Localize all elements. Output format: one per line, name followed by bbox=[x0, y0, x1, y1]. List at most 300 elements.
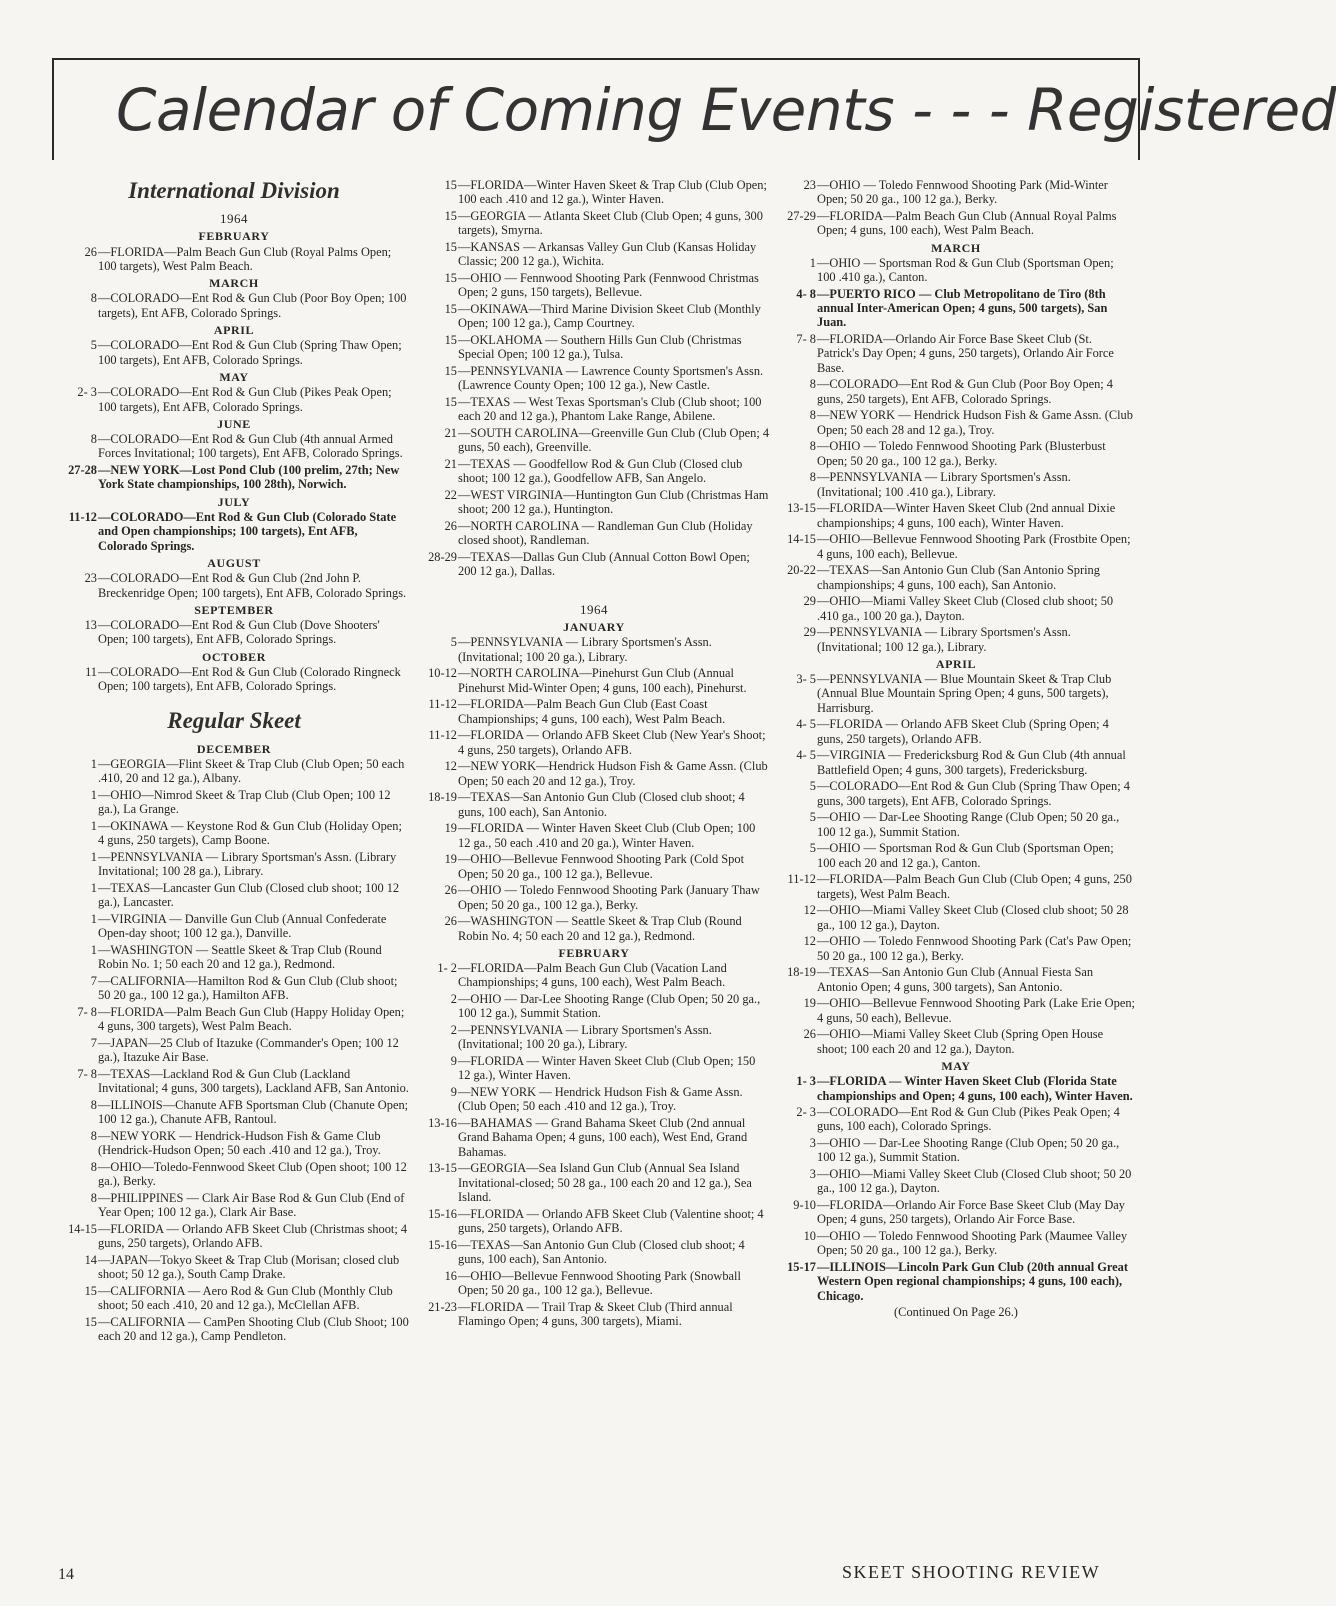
event-date: 18-19 bbox=[428, 790, 457, 805]
event-date: 2 bbox=[450, 1023, 457, 1038]
column-3 bbox=[777, 178, 1135, 1320]
event-text: —OKINAWA—Third Marine Division Skeet Club (Monthly Open; 100 12 ga.), Camp Courtney. bbox=[458, 301, 761, 331]
event-entry bbox=[58, 618, 410, 647]
event-date: 8 bbox=[809, 470, 816, 485]
event-entry bbox=[58, 432, 410, 461]
month-heading: MAY bbox=[219, 369, 249, 384]
event-text: —PENNSYLVANIA — Library Sportsmen's Assn. (Invitational; 100 20 ga.), Library. bbox=[458, 1023, 712, 1052]
event-text: —FLORIDA — Winter Haven Skeet Club (Club Open; 100 12 ga., 50 each .410 and 20 ga.), Winter Haven. bbox=[458, 821, 756, 850]
event-date: 15 bbox=[444, 301, 457, 316]
event-entry bbox=[777, 470, 1135, 499]
event-date: 8 bbox=[809, 408, 816, 423]
event-text: —TEXAS—San Antonio Gun Club (Closed club shoot; 4 guns, 100 each), San Antonio. bbox=[458, 790, 745, 819]
event-entry bbox=[777, 377, 1135, 406]
event-entry bbox=[418, 271, 770, 300]
event-entry bbox=[418, 790, 770, 819]
event-entry bbox=[58, 819, 410, 848]
event-entry bbox=[418, 666, 770, 695]
event-date: 8 bbox=[809, 439, 816, 454]
event-date: 4- 5 bbox=[796, 748, 816, 763]
event-date: 21-23 bbox=[428, 1299, 457, 1314]
event-text: —OHIO — Dar-Lee Shooting Range (Club Open; 50 20 ga., 100 12 ga.), Summit Station. bbox=[817, 810, 1120, 839]
event-entry bbox=[58, 850, 410, 879]
event-entry bbox=[58, 571, 410, 600]
event-date: 13-15 bbox=[428, 1161, 457, 1176]
event-text: —COLORADO—Ent Rod & Gun Club (Pikes Peak Open; 4 guns, 100 each), Colorado Springs. bbox=[817, 1105, 1120, 1134]
event-date: 5 bbox=[809, 841, 816, 856]
event-date: 12 bbox=[444, 759, 457, 774]
event-text: —PUERTO RICO — Club Metropolitano de Tiro (8th annual Inter-American Open; 4 guns, 500 targets), San Juan. bbox=[817, 286, 1108, 330]
column-2 bbox=[418, 178, 770, 1331]
event-text: —FLORIDA — Winter Haven Skeet Club (Club Open; 150 12 ga.), Winter Haven. bbox=[458, 1054, 756, 1083]
event-entry bbox=[418, 1054, 770, 1083]
event-text: —SOUTH CAROLINA—Greenville Gun Club (Club Open; 4 guns, 50 each), Greenville. bbox=[458, 425, 770, 455]
event-text: —PENNSYLVANIA — Lawrence County Sportsmen's Assn. (Lawrence County Open; 100 12 ga.), New Castle. bbox=[458, 363, 764, 393]
event-entry bbox=[418, 1161, 770, 1204]
event-date: 1 bbox=[809, 255, 816, 270]
event-date: 8 bbox=[90, 1159, 97, 1174]
event-entry bbox=[418, 883, 770, 912]
event-date: 13-15 bbox=[787, 501, 816, 516]
event-entry bbox=[58, 1191, 410, 1220]
event-entry bbox=[418, 550, 770, 579]
event-date: 7- 8 bbox=[77, 1066, 97, 1081]
event-date: 9 bbox=[450, 1085, 457, 1100]
event-entry bbox=[418, 635, 770, 664]
month-heading: JANUARY bbox=[563, 620, 625, 635]
event-date: 11-12 bbox=[787, 872, 816, 887]
event-entry bbox=[58, 1036, 410, 1065]
event-date: 8 bbox=[90, 1128, 97, 1143]
event-date: 15 bbox=[444, 332, 457, 347]
event-text: —OHIO — Sportsman Rod & Gun Club (Sportsman Open; 100 .410 ga.), Canton. bbox=[817, 255, 1114, 285]
event-date: 15-16 bbox=[428, 1206, 457, 1221]
event-date: 26 bbox=[84, 244, 97, 259]
event-entry bbox=[418, 519, 770, 548]
event-date: 27-28 bbox=[68, 463, 97, 478]
event-text: —FLORIDA — Orlando AFB Skeet Club (Valentine shoot; 4 guns, 250 targets), Orlando AFB. bbox=[458, 1206, 764, 1235]
event-entry bbox=[777, 672, 1135, 715]
event-entry bbox=[58, 1315, 410, 1344]
event-date: 15 bbox=[84, 1283, 97, 1298]
year-heading: 1964 bbox=[580, 601, 608, 617]
event-entry bbox=[777, 1167, 1135, 1196]
event-entry bbox=[777, 594, 1135, 623]
event-entry bbox=[418, 333, 770, 362]
event-text: —OHIO — Fennwood Shooting Park (Fennwood Christmas Open; 2 guns, 150 targets), Bellevue. bbox=[458, 270, 759, 300]
page-title: Calendar of Coming Events - - - Registered bbox=[116, 76, 1336, 144]
event-text: —OHIO—Bellevue Fennwood Shooting Park (Frostbite Open; 4 guns, 100 each), Bellevue. bbox=[817, 532, 1131, 561]
event-text: —FLORIDA—Winter Haven Skeet Club (2nd annual Dixie championships; 4 guns, 100 each), Winter Haven. bbox=[817, 501, 1116, 530]
event-entry bbox=[418, 395, 770, 424]
event-text: —ILLINOIS—Chanute AFB Sportsman Club (Chanute Open; 100 12 ga.), Chanute AFB, Rantoul. bbox=[98, 1097, 409, 1127]
event-text: —TEXAS—Lackland Rod & Gun Club (Lackland Invitational; 4 guns, 300 targets), Lackland AFB, San Antonio. bbox=[98, 1066, 409, 1096]
event-entry bbox=[58, 788, 410, 817]
event-entry bbox=[777, 903, 1135, 932]
title-banner bbox=[52, 58, 1336, 160]
event-entry bbox=[418, 914, 770, 943]
event-entry bbox=[418, 821, 770, 850]
event-entry bbox=[777, 934, 1135, 963]
event-text: —FLORIDA—Palm Beach Gun Club (Happy Holiday Open; 4 guns, 300 targets), West Palm Beach. bbox=[98, 1004, 405, 1034]
event-text: —OHIO — Toledo Fennwood Shooting Park (Mid-Winter Open; 50 20 ga., 100 12 ga.), Berky. bbox=[817, 178, 1108, 207]
event-date: 5 bbox=[809, 810, 816, 825]
event-date: 29 bbox=[803, 625, 816, 640]
event-entry bbox=[777, 287, 1135, 330]
event-entry bbox=[418, 488, 770, 517]
event-text: —TEXAS—Lancaster Gun Club (Closed club shoot; 100 12 ga.), Lancaster. bbox=[98, 880, 400, 910]
event-entry bbox=[58, 463, 410, 492]
event-date: 14-15 bbox=[68, 1221, 97, 1236]
event-date: 13 bbox=[84, 618, 97, 633]
month-heading: JULY bbox=[217, 494, 251, 509]
event-date: 1 bbox=[90, 787, 97, 802]
event-text: —OHIO — Toledo Fennwood Shooting Park (Cat's Paw Open; 50 20 ga., 100 12 ga.), Berky. bbox=[817, 934, 1132, 963]
event-date: 15 bbox=[444, 363, 457, 378]
event-date: 15 bbox=[444, 239, 457, 254]
event-date: 3- 5 bbox=[796, 672, 816, 687]
event-entry bbox=[777, 209, 1135, 238]
event-text: —COLORADO—Ent Rod & Gun Club (Colorado State and Open championships; 100 targets), Ent AFB, Colorado Springs. bbox=[98, 510, 397, 553]
event-text: —NEW YORK—Lost Pond Club (100 prelim, 27th; New York State championships, 100 28th), Norwich. bbox=[98, 463, 400, 492]
event-entry bbox=[418, 364, 770, 393]
event-text: —NORTH CAROLINA—Pinehurst Gun Club (Annual Pinehurst Mid-Winter Open; 4 guns, 100 each), Pinehurst. bbox=[458, 666, 747, 695]
event-entry bbox=[777, 810, 1135, 839]
event-entry bbox=[777, 256, 1135, 285]
event-entry bbox=[777, 965, 1135, 994]
event-text: —WEST VIRGINIA—Huntington Gun Club (Christmas Ham shoot; 200 12 ga.), Huntington. bbox=[458, 487, 769, 517]
section-title-international: International Division bbox=[128, 178, 340, 203]
event-entry bbox=[418, 992, 770, 1021]
event-text: —COLORADO—Ent Rod & Gun Club (Spring Thaw Open; 100 targets), Ent AFB, Colorado Springs. bbox=[98, 338, 402, 367]
page-number: 14 bbox=[58, 1566, 74, 1583]
event-text: —OHIO—Toledo-Fennwood Skeet Club (Open shoot; 100 12 ga.), Berky. bbox=[98, 1159, 407, 1188]
event-text: —PHILIPPINES — Clark Air Base Rod & Gun Club (End of Year Open; 100 12 ga.), Clark Air Base. bbox=[98, 1190, 405, 1219]
event-entry bbox=[58, 245, 410, 274]
event-text: —OKLAHOMA — Southern Hills Gun Club (Christmas Special Open; 100 12 ga.), Tulsa. bbox=[458, 332, 742, 362]
event-date: 23 bbox=[84, 571, 97, 586]
event-date: 7- 8 bbox=[77, 1004, 97, 1019]
event-date: 8 bbox=[90, 1097, 97, 1112]
event-text: —CALIFORNIA — Aero Rod & Gun Club (Monthly Club shoot; 50 each .410, 20 and 12 ga.), McClellan AFB. bbox=[98, 1283, 393, 1312]
event-entry bbox=[58, 1098, 410, 1127]
event-date: 22 bbox=[444, 487, 457, 502]
event-date: 14 bbox=[84, 1252, 97, 1267]
event-entry bbox=[418, 1207, 770, 1236]
event-date: 11-12 bbox=[428, 697, 457, 712]
event-text: —PENNSYLVANIA — Blue Mountain Skeet & Trap Club (Annual Blue Mountain Spring Open; 4 guns, 500 targets), Harrisburg. bbox=[817, 672, 1112, 715]
event-date: 2 bbox=[450, 992, 457, 1007]
month-heading: FEBRUARY bbox=[558, 945, 630, 960]
event-date: 8 bbox=[809, 377, 816, 392]
event-date: 4- 8 bbox=[796, 286, 816, 301]
event-text: —FLORIDA—Palm Beach Gun Club (Club Open; 4 guns, 250 targets), West Palm Beach. bbox=[817, 872, 1132, 901]
event-text: —COLORADO—Ent Rod & Gun Club (Poor Boy Open; 100 targets), Ent AFB, Colorado Springs. bbox=[98, 291, 407, 320]
event-entry bbox=[58, 1067, 410, 1096]
event-text: —OHIO — Toledo Fennwood Shooting Park (Maumee Valley Open; 50 20 ga., 100 12 ga.), Berky. bbox=[817, 1229, 1128, 1258]
event-text: —OHIO—Miami Valley Skeet Club (Closed Club shoot; 50 20 ga., 100 12 ga.), Dayton. bbox=[817, 1167, 1132, 1196]
event-date: 7- 8 bbox=[796, 332, 816, 347]
event-text: —KANSAS — Arkansas Valley Gun Club (Kansas Holiday Classic; 200 12 ga.), Wichita. bbox=[458, 239, 757, 269]
month-heading: OCTOBER bbox=[202, 649, 266, 664]
month-heading: MARCH bbox=[209, 276, 259, 291]
event-entry bbox=[777, 779, 1135, 808]
event-text: —TEXAS—San Antonio Gun Club (Annual Fiesta San Antonio Open; 4 guns, 300 targets), San Antonio. bbox=[817, 965, 1094, 994]
event-text: —FLORIDA — Trail Trap & Skeet Club (Third annual Flamingo Open; 4 guns, 300 targets), Miami. bbox=[458, 1299, 733, 1328]
month-heading: AUGUST bbox=[207, 555, 261, 570]
event-text: —WASHINGTON — Seattle Skeet & Trap Club (Round Robin No. 1; 50 each 20 and 12 ga.), Redmond. bbox=[98, 942, 382, 972]
spacer bbox=[418, 581, 770, 599]
event-entry bbox=[58, 1222, 410, 1251]
event-date: 8 bbox=[90, 432, 97, 447]
event-date: 5 bbox=[90, 338, 97, 353]
event-entry bbox=[58, 1253, 410, 1282]
event-entry bbox=[418, 457, 770, 486]
event-entry bbox=[777, 717, 1135, 746]
event-text: —TEXAS—Dallas Gun Club (Annual Cotton Bowl Open; 200 12 ga.), Dallas. bbox=[458, 549, 750, 579]
event-entry bbox=[58, 912, 410, 941]
event-text: —FLORIDA—Palm Beach Gun Club (Annual Royal Palms Open; 4 guns, 100 each), West Palm Beach. bbox=[817, 208, 1117, 238]
event-date: 19 bbox=[803, 996, 816, 1011]
event-entry bbox=[418, 852, 770, 881]
event-entry bbox=[777, 1074, 1135, 1103]
event-entry bbox=[777, 841, 1135, 870]
event-date: 13-16 bbox=[428, 1116, 457, 1131]
event-text: —NEW YORK—Hendrick Hudson Fish & Game Assn. (Club Open; 50 each 20 and 12 ga.), Troy. bbox=[458, 759, 768, 788]
event-date: 12 bbox=[803, 934, 816, 949]
event-date: 21 bbox=[444, 456, 457, 471]
event-date: 19 bbox=[444, 852, 457, 867]
event-text: —FLORIDA — Orlando AFB Skeet Club (New Year's Shoot; 4 guns, 250 targets), Orlando AFB. bbox=[458, 728, 766, 757]
event-entry bbox=[777, 439, 1135, 468]
event-entry bbox=[418, 759, 770, 788]
event-date: 26 bbox=[444, 914, 457, 929]
event-date: 16 bbox=[444, 1268, 457, 1283]
event-date: 8 bbox=[90, 291, 97, 306]
continued-note: (Continued On Page 26.) bbox=[894, 1305, 1018, 1320]
event-text: —OHIO—Miami Valley Skeet Club (Spring Open House shoot; 100 each 20 and 12 ga.), Dayton. bbox=[817, 1027, 1104, 1056]
event-date: 1 bbox=[90, 849, 97, 864]
event-date: 1 bbox=[90, 880, 97, 895]
event-text: —OHIO — Dar-Lee Shooting Range (Club Open; 50 20 ga., 100 12 ga.), Summit Station. bbox=[458, 992, 761, 1021]
event-text: —NORTH CAROLINA — Randleman Gun Club (Holiday closed shoot), Randleman. bbox=[458, 518, 753, 548]
event-date: 11-12 bbox=[68, 510, 97, 525]
event-date: 1 bbox=[90, 756, 97, 771]
event-text: —FLORIDA—Palm Beach Gun Club (Royal Palms Open; 100 targets), West Palm Beach. bbox=[98, 244, 392, 273]
event-date: 2- 3 bbox=[796, 1105, 816, 1120]
event-text: —VIRGINIA — Fredericksburg Rod & Gun Club (4th annual Battlefield Open; 4 guns, 300 targets), Fredericksburg. bbox=[817, 748, 1126, 777]
event-entry bbox=[777, 501, 1135, 530]
publication-name: SKEET SHOOTING REVIEW bbox=[842, 1562, 1101, 1582]
month-heading: DECEMBER bbox=[196, 741, 272, 756]
event-entry bbox=[777, 872, 1135, 901]
event-text: —CALIFORNIA—Hamilton Rod & Gun Club (Club shoot; 50 20 ga., 100 12 ga.), Hamilton AFB. bbox=[98, 973, 398, 1003]
event-date: 3 bbox=[809, 1136, 816, 1151]
event-text: —COLORADO—Ent Rod & Gun Club (2nd John P. Breckenridge Open; 100 targets), Ent AFB, Colorado Springs. bbox=[98, 571, 407, 600]
event-date: 27-29 bbox=[787, 208, 816, 223]
event-text: —OHIO—Bellevue Fennwood Shooting Park (Lake Erie Open; 4 guns, 50 each), Bellevue. bbox=[817, 996, 1135, 1025]
event-entry bbox=[777, 332, 1135, 375]
event-date: 10 bbox=[803, 1229, 816, 1244]
month-heading: FEBRUARY bbox=[198, 229, 270, 244]
event-text: —VIRGINIA — Danville Gun Club (Annual Confederate Open-day shoot; 100 12 ga.), Danville. bbox=[98, 911, 387, 941]
event-date: 18-19 bbox=[787, 965, 816, 980]
event-entry bbox=[58, 943, 410, 972]
event-text: —FLORIDA—Orlando Air Force Base Skeet Club (St. Patrick's Day Open; 4 guns, 250 targets), Orlando Air Force Base. bbox=[817, 332, 1114, 375]
event-date: 3 bbox=[809, 1167, 816, 1182]
month-heading: SEPTEMBER bbox=[194, 602, 274, 617]
event-date: 1 bbox=[90, 942, 97, 957]
event-text: —GEORGIA—Sea Island Gun Club (Annual Sea Island Invitational-closed; 50 28 ga., 100 each 20 and 12 ga.), Sea Island. bbox=[458, 1161, 752, 1204]
event-text: —OHIO — Toledo Fennwood Shooting Park (Blusterbust Open; 50 20 ga., 100 12 ga.), Berky. bbox=[817, 439, 1106, 468]
event-entry bbox=[777, 563, 1135, 592]
event-entry bbox=[418, 178, 770, 207]
event-entry bbox=[777, 748, 1135, 777]
event-text: —GEORGIA—Flint Skeet & Trap Club (Club Open; 50 each .410, 20 and 12 ga.), Albany. bbox=[98, 756, 405, 786]
event-entry bbox=[418, 1269, 770, 1298]
event-date: 21 bbox=[444, 425, 457, 440]
event-text: —PENNSYLVANIA — Library Sportsman's Assn. (Library Invitational; 100 28 ga.), Library. bbox=[98, 849, 397, 879]
event-entry bbox=[418, 1085, 770, 1114]
event-text: —FLORIDA — Winter Haven Skeet Club (Florida State championships and Open; 4 guns, 100 each), Winter Haven. bbox=[817, 1074, 1133, 1103]
column-1 bbox=[58, 178, 410, 1346]
month-heading: APRIL bbox=[935, 656, 977, 671]
event-entry bbox=[58, 1005, 410, 1034]
event-text: —FLORIDA—Palm Beach Gun Club (East Coast Championships; 4 guns, 100 each), West Palm Beach. bbox=[458, 697, 726, 726]
event-entry bbox=[418, 728, 770, 757]
event-date: 2- 3 bbox=[77, 385, 97, 400]
event-entry bbox=[58, 881, 410, 910]
event-entry bbox=[777, 1105, 1135, 1134]
event-date: 9 bbox=[450, 1054, 457, 1069]
event-entry bbox=[777, 1027, 1135, 1056]
event-date: 15 bbox=[444, 394, 457, 409]
year-heading: 1964 bbox=[220, 211, 248, 226]
event-text: —TEXAS—San Antonio Gun Club (Closed club shoot; 4 guns, 100 each), San Antonio. bbox=[458, 1237, 745, 1266]
event-date: 23 bbox=[803, 178, 816, 192]
event-date: 7 bbox=[90, 973, 97, 988]
event-text: —ILLINOIS—Lincoln Park Gun Club (20th annual Great Western Open regional championships; 4 guns, 100 each), Chicago. bbox=[817, 1260, 1128, 1303]
event-text: —TEXAS — West Texas Sportsman's Club (Club shoot; 100 each 20 and 12 ga.), Phantom Lake Range, Abilene. bbox=[458, 394, 762, 424]
event-text: —TEXAS — Goodfellow Rod & Gun Club (Closed club shoot; 100 12 ga.), Goodfellow AFB, San Angelo. bbox=[458, 456, 743, 486]
event-text: —OHIO—Bellevue Fennwood Shooting Park (Cold Spot Open; 50 20 ga., 100 12 ga.), Bellevue. bbox=[458, 852, 745, 881]
event-entry bbox=[58, 974, 410, 1003]
event-date: 1- 3 bbox=[796, 1074, 816, 1089]
event-entry bbox=[777, 1260, 1135, 1303]
event-entry bbox=[777, 1198, 1135, 1227]
month-heading: MARCH bbox=[931, 240, 981, 255]
event-entry bbox=[58, 1284, 410, 1313]
month-heading: MAY bbox=[941, 1058, 971, 1073]
event-text: —NEW YORK — Hendrick Hudson Fish & Game Assn. (Club Open; 50 each 28 and 12 ga.), Troy. bbox=[817, 408, 1133, 437]
event-entry bbox=[418, 1238, 770, 1267]
event-entry bbox=[418, 240, 770, 269]
event-text: —NEW YORK — Hendrick-Hudson Fish & Game Club (Hendrick-Hudson Open; 50 each .410 and 12 ga.), Troy. bbox=[98, 1128, 381, 1157]
event-text: —PENNSYLVANIA — Library Sportsmen's Assn. (Invitational; 100 .410 ga.), Library. bbox=[817, 470, 1071, 499]
event-entry bbox=[418, 302, 770, 331]
event-text: —COLORADO—Ent Rod & Gun Club (Pikes Peak Open; 100 targets), Ent AFB, Colorado Springs. bbox=[98, 385, 392, 414]
event-text: —OKINAWA — Keystone Rod & Gun Club (Holiday Open; 4 guns, 250 targets), Camp Boone. bbox=[98, 818, 402, 848]
event-entry bbox=[777, 178, 1135, 207]
event-text: —TEXAS—San Antonio Gun Club (San Antonio Spring championships; 4 guns, 100 each), San Antonio. bbox=[817, 563, 1100, 592]
event-text: —PENNSYLVANIA — Library Sportsmen's Assn. (Invitational; 100 12 ga.), Library. bbox=[817, 625, 1071, 654]
event-entry bbox=[418, 697, 770, 726]
event-entry bbox=[58, 1129, 410, 1158]
event-date: 26 bbox=[444, 518, 457, 533]
event-text: —WASHINGTON — Seattle Skeet & Trap Club (Round Robin No. 4; 50 each 20 and 12 ga.), Redmond. bbox=[458, 914, 742, 943]
event-entry bbox=[58, 291, 410, 320]
event-entry bbox=[58, 510, 410, 553]
event-date: 15 bbox=[84, 1314, 97, 1329]
event-text: —FLORIDA—Orlando Air Force Base Skeet Club (May Day Open; 4 guns, 250 targets), Orlando Air Force Base. bbox=[817, 1198, 1125, 1227]
event-entry bbox=[418, 209, 770, 238]
event-text: —FLORIDA — Orlando AFB Skeet Club (Spring Open; 4 guns, 250 targets), Orlando AFB. bbox=[817, 717, 1109, 746]
event-entry bbox=[418, 1116, 770, 1159]
event-text: —PENNSYLVANIA — Library Sportsmen's Assn. (Invitational; 100 20 ga.), Library. bbox=[458, 635, 712, 664]
event-text: —BAHAMAS — Grand Bahama Skeet Club (2nd annual Grand Bahama Open; 4 guns, 100 each), West End, Grand Bahamas. bbox=[458, 1116, 748, 1159]
event-date: 15-17 bbox=[787, 1260, 816, 1275]
event-text: —CALIFORNIA — CamPen Shooting Club (Club Shoot; 100 each 20 and 12 ga.), Camp Pendleton. bbox=[98, 1314, 409, 1343]
event-text: —COLORADO—Ent Rod & Gun Club (Colorado Ringneck Open; 100 targets), Ent AFB, Colorado Springs. bbox=[98, 665, 401, 694]
event-date: 11 bbox=[85, 665, 97, 679]
event-date: 20-22 bbox=[787, 563, 816, 578]
month-heading: APRIL bbox=[213, 323, 255, 338]
event-text: —JAPAN—Tokyo Skeet & Trap Club (Morisan; closed club shoot; 50 12 ga.), South Camp Drake. bbox=[98, 1252, 400, 1281]
event-text: —OHIO—Miami Valley Skeet Club (Closed club shoot; 50 .410 ga., 100 20 ga.), Dayton. bbox=[817, 594, 1114, 623]
event-entry bbox=[418, 1300, 770, 1329]
event-date: 11-12 bbox=[428, 728, 457, 743]
event-entry bbox=[58, 757, 410, 786]
event-entry bbox=[58, 338, 410, 367]
event-date: 14-15 bbox=[787, 532, 816, 547]
event-date: 15 bbox=[444, 270, 457, 285]
event-entry bbox=[418, 1023, 770, 1052]
event-entry bbox=[777, 408, 1135, 437]
event-date: 5 bbox=[809, 779, 816, 794]
event-date: 15 bbox=[444, 208, 457, 223]
event-date: 15-16 bbox=[428, 1237, 457, 1252]
event-date: 4- 5 bbox=[796, 717, 816, 732]
event-text: —OHIO — Dar-Lee Shooting Range (Club Open; 50 20 ga., 100 12 ga.), Summit Station. bbox=[817, 1136, 1120, 1165]
event-entry bbox=[58, 385, 410, 414]
event-text: —COLORADO—Ent Rod & Gun Club (Poor Boy Open; 4 guns, 250 targets), Ent AFB, Colorado Springs. bbox=[817, 377, 1114, 406]
event-text: —OHIO—Miami Valley Skeet Club (Closed club shoot; 50 28 ga., 100 12 ga.), Dayton. bbox=[817, 903, 1129, 932]
event-date: 1 bbox=[90, 911, 97, 926]
event-text: —FLORIDA—Palm Beach Gun Club (Vacation Land Championships; 4 guns, 100 each), West Palm Beach. bbox=[458, 961, 727, 990]
event-text: —COLORADO—Ent Rod & Gun Club (Spring Thaw Open; 4 guns, 300 targets), Ent AFB, Colorado Springs. bbox=[817, 779, 1130, 808]
event-date: 26 bbox=[444, 883, 457, 898]
event-entry bbox=[418, 961, 770, 990]
event-text: —OHIO — Toledo Fennwood Shooting Park (January Thaw Open; 50 20 ga., 100 12 ga.), Berky. bbox=[458, 883, 760, 912]
event-date: 12 bbox=[803, 903, 816, 918]
event-date: 8 bbox=[90, 1190, 97, 1205]
event-entry bbox=[418, 426, 770, 455]
event-date: 19 bbox=[444, 821, 457, 836]
event-text: —COLORADO—Ent Rod & Gun Club (4th annual Armed Forces Invitational; 100 targets), Ent AFB, Colorado Springs. bbox=[98, 432, 403, 461]
event-date: 5 bbox=[450, 635, 457, 650]
event-date: 28-29 bbox=[428, 549, 457, 564]
event-text: —GEORGIA — Atlanta Skeet Club (Club Open; 4 guns, 300 targets), Smyrna. bbox=[458, 208, 763, 238]
event-date: 9-10 bbox=[793, 1198, 816, 1213]
event-entry bbox=[58, 1160, 410, 1189]
event-date: 1 bbox=[90, 818, 97, 833]
event-date: 29 bbox=[803, 594, 816, 609]
event-date: 1- 2 bbox=[437, 961, 457, 976]
event-entry bbox=[58, 665, 410, 694]
event-text: —OHIO — Sportsman Rod & Gun Club (Sportsman Open; 100 each 20 and 12 ga.), Canton. bbox=[817, 841, 1114, 870]
event-entry bbox=[777, 625, 1135, 654]
event-text: —OHIO—Bellevue Fennwood Shooting Park (Snowball Open; 50 20 ga., 100 12 ga.), Bellevue. bbox=[458, 1268, 741, 1297]
